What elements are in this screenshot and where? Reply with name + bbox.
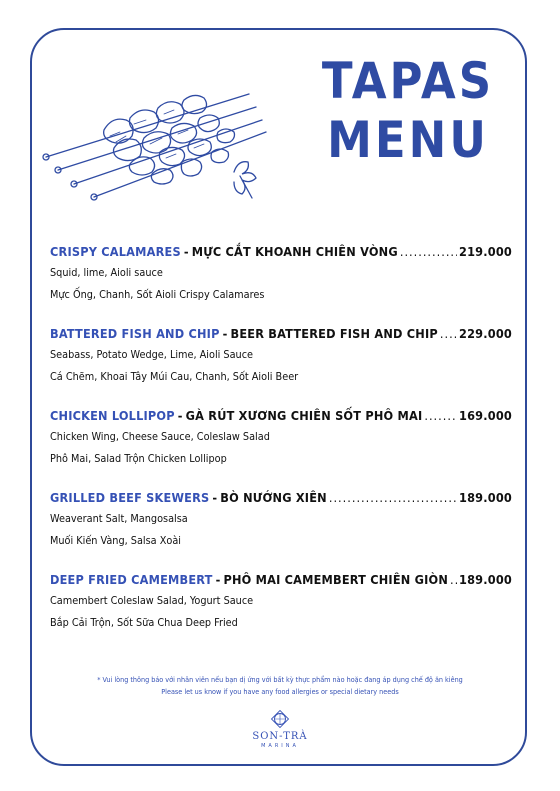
item-name-vn: PHÔ MAI CAMEMBERT CHIÊN GIÒN: [223, 572, 449, 587]
item-price: 229.000: [458, 326, 512, 341]
allergy-note: [0, 674, 560, 698]
menu-item: [50, 490, 512, 552]
brand-logo: [0, 708, 560, 749]
item-header: [50, 408, 512, 423]
item-header: [50, 490, 512, 505]
separator: -: [212, 490, 218, 505]
item-header: [50, 572, 512, 587]
skewers-illustration: [34, 52, 274, 212]
item-name-vn: BÒ NƯỚNG XIÊN: [220, 490, 327, 505]
item-header: [50, 244, 512, 259]
dot-leader: [329, 490, 457, 505]
item-description: [50, 344, 512, 388]
menu-item: [50, 326, 512, 388]
item-description: [50, 590, 512, 634]
item-desc-vn: Muối Kiến Vàng, Salsa Xoài: [50, 534, 181, 547]
item-name-en: DEEP FRIED CAMEMBERT: [50, 572, 213, 587]
item-price: 189.000: [458, 572, 512, 587]
item-name-en: CRISPY CALAMARES: [50, 244, 181, 259]
item-name-en: BATTERED FISH AND CHIP: [50, 326, 220, 341]
item-desc-vn: Phô Mai, Salad Trộn Chicken Lollipop: [50, 452, 227, 465]
separator: -: [183, 244, 189, 259]
allergy-note-vn: * Vui lòng thông báo với nhân viên nếu bạn dị ứng với bất kỳ thực phẩm nào hoặc đang áp dụng chế độ ăn kiêng: [97, 675, 463, 684]
separator: -: [215, 572, 221, 587]
title-line-2: MENU: [327, 111, 489, 169]
item-desc-en: Chicken Wing, Cheese Sauce, Coleslaw Salad: [50, 430, 270, 443]
item-description: [50, 508, 512, 552]
item-price: 169.000: [458, 408, 512, 423]
item-desc-en: Squid, lime, Aioli sauce: [50, 266, 163, 279]
item-name-vn: BEER BATTERED FISH AND CHIP: [230, 326, 438, 341]
item-name-en: CHICKEN LOLLIPOP: [50, 408, 175, 423]
item-desc-vn: Mực Ống, Chanh, Sốt Aioli Crispy Calamares: [50, 288, 265, 301]
item-name-en: GRILLED BEEF SKEWERS: [50, 490, 210, 505]
menu-item: [50, 408, 512, 470]
item-header: [50, 326, 512, 341]
dot-leader: [424, 408, 457, 423]
item-desc-vn: Cá Chẽm, Khoai Tây Múi Cau, Chanh, Sốt Aioli Beer: [50, 370, 299, 383]
item-price: 189.000: [458, 490, 512, 505]
dot-leader: [440, 326, 457, 341]
menu-item: [50, 244, 512, 306]
item-desc-vn: Bắp Cải Trộn, Sốt Sữa Chua Deep Fried: [50, 616, 238, 629]
allergy-note-en: Please let us know if you have any food allergies or special dietary needs: [161, 687, 399, 696]
logo-subtitle: MARINA: [261, 743, 299, 749]
item-name-vn: GÀ RÚT XƯƠNG CHIÊN SỐT PHÔ MAI: [185, 408, 423, 423]
item-description: [50, 262, 512, 306]
logo-name: SON-TRÀ: [252, 731, 308, 742]
dot-leader: [450, 572, 457, 587]
menu-item: [50, 572, 512, 634]
item-price: 219.000: [458, 244, 512, 259]
menu-title: [318, 52, 498, 170]
separator: -: [222, 326, 228, 341]
item-desc-en: Camembert Coleslaw Salad, Yogurt Sauce: [50, 594, 254, 607]
parsley-icon: [234, 162, 256, 198]
separator: -: [177, 408, 183, 423]
logo-icon: [269, 708, 291, 730]
item-description: [50, 426, 512, 470]
title-line-1: TAPAS: [321, 52, 495, 110]
dot-leader: [400, 244, 457, 259]
item-desc-en: Weaverant Salt, Mangosalsa: [50, 512, 188, 525]
item-name-vn: MỰC CẮT KHOANH CHIÊN VÒNG: [191, 244, 398, 259]
menu-items: [50, 244, 512, 654]
item-desc-en: Seabass, Potato Wedge, Lime, Aioli Sauce: [50, 348, 254, 361]
